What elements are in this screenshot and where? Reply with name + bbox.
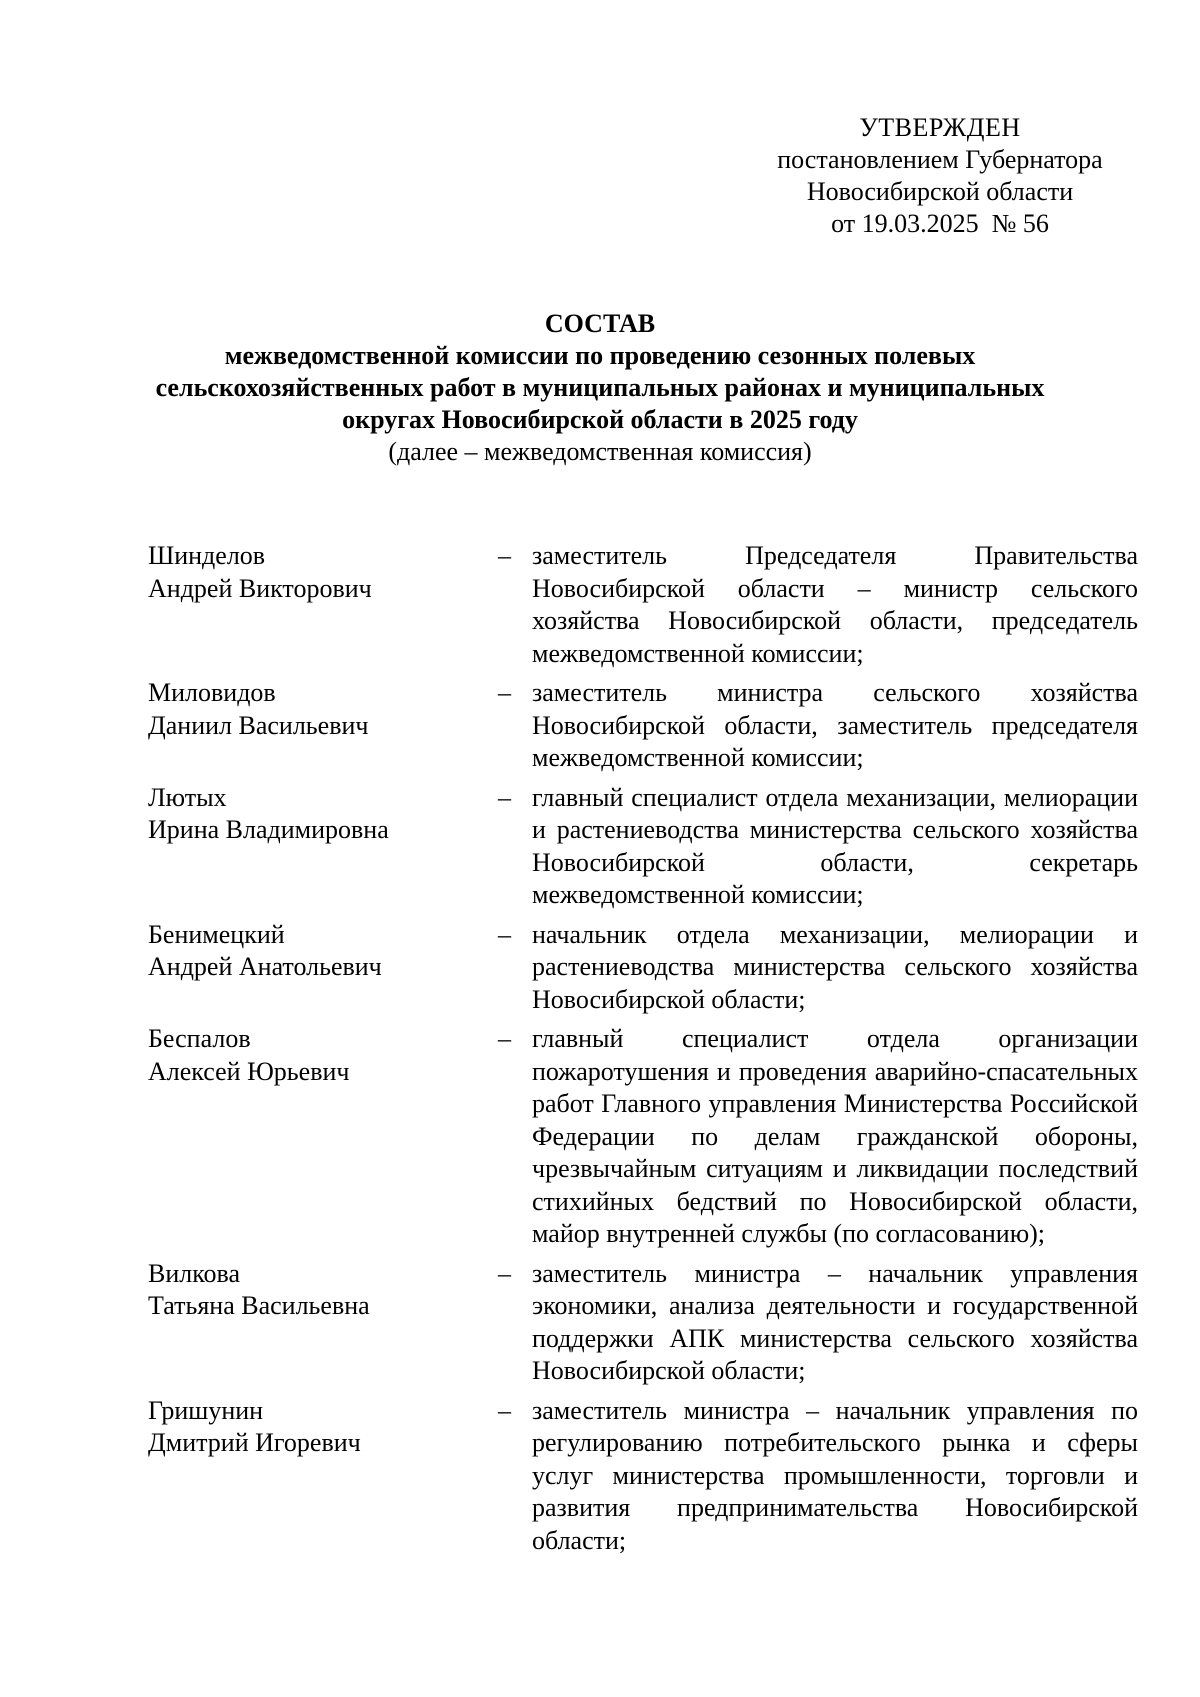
member-role: начальник отдела механизации, мелиорации и растениеводства министерства сельского хозяйства Новосибирской области;	[532, 919, 1138, 1014]
member-role: заместитель министра – начальник управления экономики, анализа деятельности и государственной поддержки АПК министерства сельского хозяйства Новосибирской области;	[532, 1258, 1138, 1385]
member-surname: Гришунин	[148, 1395, 264, 1425]
title-heading: СОСТАВ	[544, 309, 656, 338]
members-list	[148, 540, 1138, 1564]
member-given-names: Алексей Юрьевич	[148, 1056, 350, 1086]
member-name	[148, 1023, 498, 1251]
member-dash: –	[498, 919, 511, 949]
member-dash: –	[498, 1395, 511, 1425]
member-given-names: Ирина Владимировна	[148, 815, 389, 844]
approval-stamp: УТВЕРЖДЕН	[859, 113, 1021, 142]
approval-block	[720, 112, 1160, 240]
member-name	[148, 1395, 498, 1558]
member-role: заместитель министра сельского хозяйства Новосибирской области, заместитель председателя межведомственной комиссии;	[532, 678, 1138, 772]
approval-line-2: Новосибирской области	[806, 177, 1074, 206]
approval-line-1: постановлением Губернатора	[777, 145, 1103, 174]
member-role: заместитель Председателя Правительства Новосибирской области – министр сельского хозяйства Новосибирской области, председатель межведомственной комиссии;	[532, 541, 1138, 668]
member-row	[148, 782, 1138, 912]
member-name	[148, 677, 498, 775]
member-given-names: Татьяна Васильевна	[148, 1291, 370, 1320]
member-given-names: Андрей Викторович	[148, 573, 372, 603]
member-role: главный специалист отдела организации пожаротушения и проведения аварийно-спасательных работ Главного управления Министерства Российской Федерации по делам гражданской обороны, чрезвычайным ситуациям и ликвидации последствий стихийных бедствий по Новосибирской области, майор внутренней службы (по согласованию);	[532, 1024, 1138, 1248]
member-dash: –	[498, 678, 511, 707]
member-role: главный специалист отдела механизации, мелиорации и растениеводства министерства сельского хозяйства Новосибирской области, секретарь межведомственной комиссии;	[532, 782, 1138, 909]
title-note: (далее – межведомственная комиссия)	[388, 437, 812, 466]
member-name	[148, 1258, 498, 1388]
member-surname: Шинделов	[148, 541, 266, 570]
member-surname: Лютых	[148, 782, 227, 812]
document-title	[100, 308, 1100, 468]
member-dash: –	[498, 1258, 511, 1288]
member-given-names: Даниил Васильевич	[148, 710, 369, 740]
member-row	[148, 540, 1138, 670]
member-given-names: Дмитрий Игоревич	[148, 1428, 361, 1457]
approval-date-number: от 19.03.2025 № 56	[831, 209, 1049, 238]
member-surname: Беспалов	[148, 1024, 251, 1053]
member-row	[148, 677, 1138, 775]
title-line-3: округах Новосибирской области в 2025 году	[342, 405, 858, 434]
member-name	[148, 782, 498, 912]
member-name	[148, 540, 498, 670]
member-row	[148, 1023, 1138, 1251]
member-surname: Бенимецкий	[148, 919, 285, 949]
member-row	[148, 1258, 1138, 1388]
member-dash: –	[498, 782, 511, 812]
title-line-2: сельскохозяйственных работ в муниципальных районах и муниципальных	[155, 373, 1045, 402]
member-role: заместитель министра – начальник управления по регулированию потребительского рынка и сферы услуг министерства промышленности, торговли и развития предпринимательства Новосибирской области;	[532, 1395, 1138, 1555]
member-dash: –	[498, 541, 511, 570]
member-dash: –	[498, 1024, 511, 1053]
member-given-names: Андрей Анатольевич	[148, 952, 382, 981]
member-name	[148, 919, 498, 1017]
title-line-1: межведомственной комиссии по проведению сезонных полевых	[224, 341, 976, 370]
member-surname: Вилкова	[148, 1258, 241, 1288]
member-row	[148, 919, 1138, 1017]
member-row	[148, 1395, 1138, 1558]
member-surname: Миловидов	[148, 678, 276, 707]
